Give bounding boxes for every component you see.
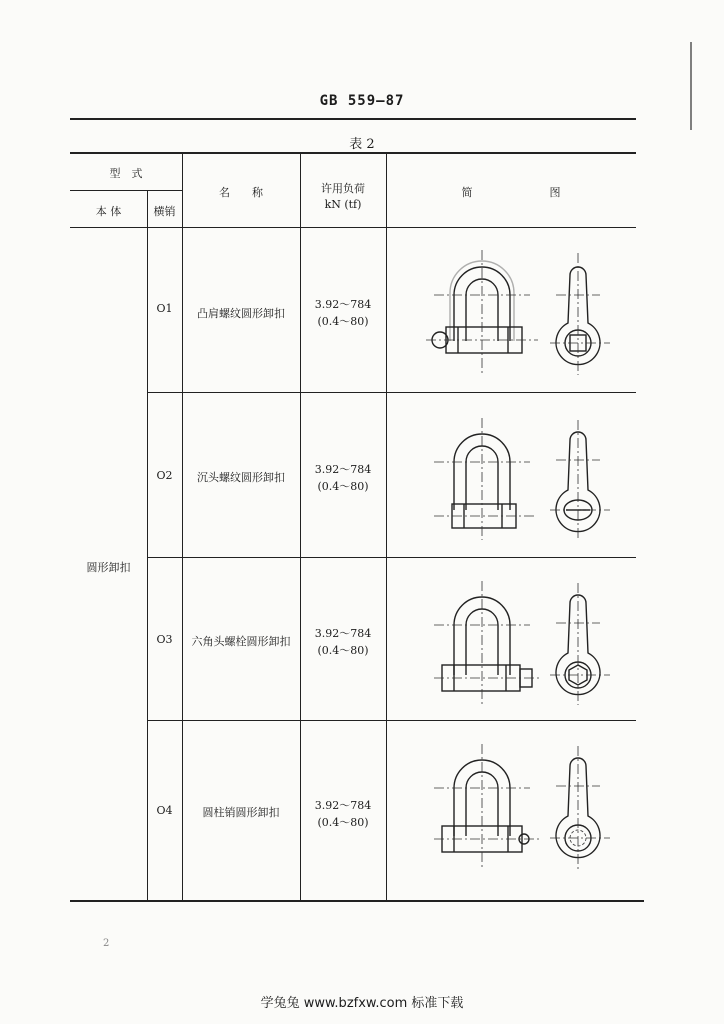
- header-body: 本 体: [95, 205, 122, 218]
- standard-header: GB 559—87: [319, 93, 405, 109]
- table-caption: 表 2: [349, 137, 375, 152]
- header-load-line2: kN (tf): [324, 198, 362, 211]
- shackle-countersunk-threaded-pin-icon: [390, 410, 635, 550]
- shackle-hex-bolt-icon: [390, 575, 635, 715]
- row-name: 六角头螺栓圆形卸扣: [191, 635, 291, 648]
- row-code: O4: [156, 804, 173, 817]
- header-diagram: 简 图: [461, 186, 561, 199]
- row-load-tf: (0.4～80): [317, 816, 369, 829]
- col-divider-pin-name: [182, 152, 183, 900]
- header-bottom-rule: [70, 227, 636, 228]
- table-top-rule: [70, 152, 636, 154]
- header-load-line1: 许用负荷: [321, 182, 365, 195]
- table-bottom-rule: [70, 900, 644, 902]
- row-load-tf: (0.4～80): [317, 315, 369, 328]
- header-pin: 横销: [153, 205, 176, 218]
- group-label: 圆形卸扣: [86, 561, 131, 574]
- row-separator: [147, 720, 636, 721]
- row-load-tf: (0.4～80): [317, 480, 369, 493]
- row-name: 圆柱销圆形卸扣: [202, 806, 280, 819]
- header-rule: [70, 118, 636, 120]
- row-separator: [147, 392, 636, 393]
- col-divider-name-load: [300, 152, 301, 900]
- row-load-kn: 3.92～784: [314, 463, 372, 476]
- row-separator: [147, 557, 636, 558]
- row-name: 凸肩螺纹圆形卸扣: [197, 307, 285, 320]
- row-load-kn: 3.92～784: [314, 799, 372, 812]
- scan-artifact-edge: [690, 42, 692, 130]
- row-name: 沉头螺纹圆形卸扣: [197, 471, 285, 484]
- header-name: 名 称: [219, 186, 263, 199]
- header-type: 型 式: [109, 167, 143, 180]
- row-code: O3: [156, 633, 173, 646]
- footer-watermark: 学兔兔 www.bzfxw.com 标准下载: [260, 996, 464, 1011]
- shackle-cylindrical-pin-icon: [390, 740, 635, 880]
- type-subheader-rule: [70, 190, 182, 191]
- shackle-shoulder-threaded-pin-icon: [390, 245, 635, 385]
- row-code: O1: [156, 302, 173, 315]
- col-divider-load-diagram: [386, 152, 387, 900]
- row-load-kn: 3.92～784: [314, 627, 372, 640]
- row-load-kn: 3.92～784: [314, 298, 372, 311]
- row-code: O2: [156, 469, 173, 482]
- row-load-tf: (0.4～80): [317, 644, 369, 657]
- page-number: 2: [103, 938, 110, 949]
- col-divider-body-pin: [147, 190, 148, 900]
